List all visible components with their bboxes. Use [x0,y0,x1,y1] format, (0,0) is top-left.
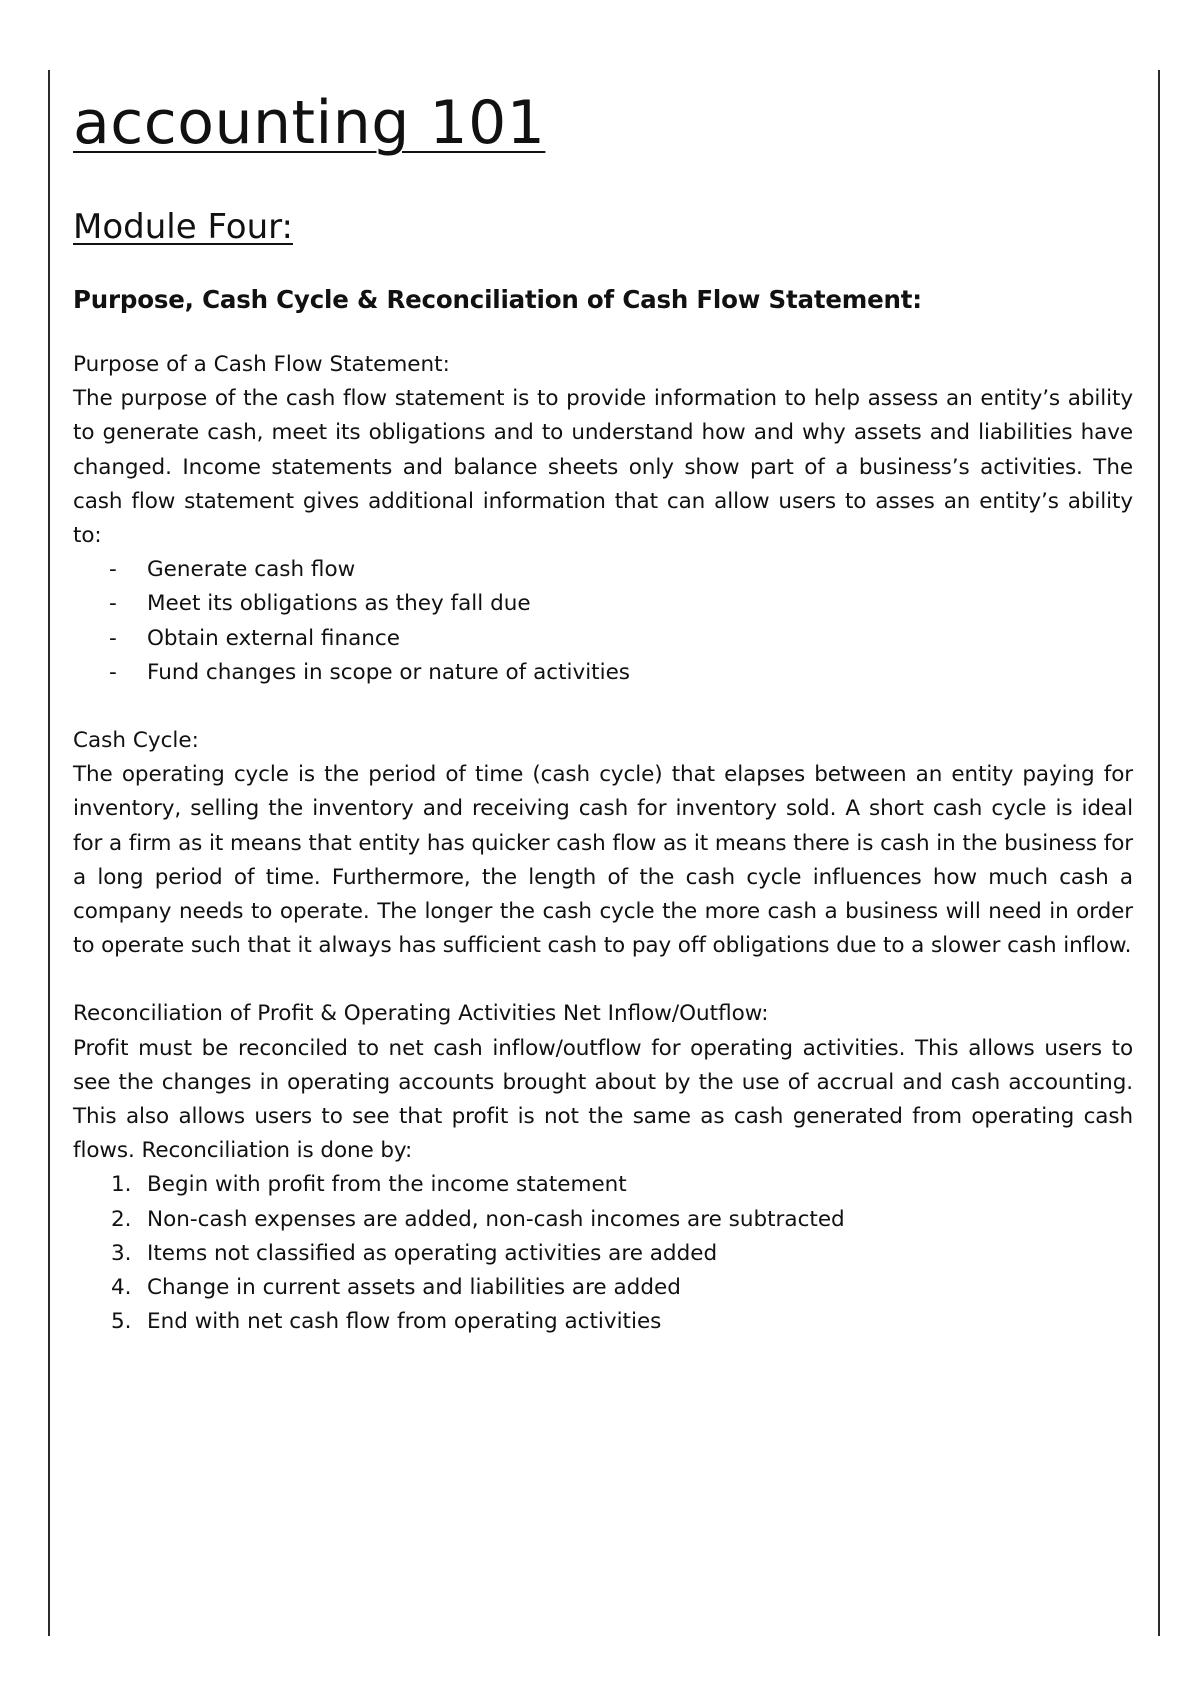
step-number: 3. [111,1240,132,1266]
document-body [73,80,1133,1339]
list-item [73,1168,1133,1202]
list-item-text: Items not classified as operating activities are added [147,1240,718,1266]
cash-cycle-heading: Cash Cycle: [73,728,199,754]
reconciliation-paragraph: Profit must be reconciled to net cash inflow/outflow for operating activities. This allows users to see the changes in operating accounts brought about by the use of accrual and cash accounting. This also allows users to see that profit is not the same as cash generated from operating cash flows. Reconciliation is done by: [73,1035,1133,1164]
reconciliation-section [73,997,1133,1339]
list-item-text: Begin with profit from the income statement [147,1172,627,1198]
list-item-text: Obtain external finance [147,625,400,651]
step-number: 4. [111,1275,132,1301]
list-item-text: Generate cash flow [147,557,356,583]
dash-marker: - [109,557,117,583]
list-item-text: Meet its obligations as they fall due [147,591,531,617]
reconciliation-heading: Reconciliation of Profit & Operating Activities Net Inflow/Outflow: [73,1001,769,1027]
list-item [73,553,1133,587]
purpose-heading: Purpose of a Cash Flow Statement: [73,352,450,377]
list-item-text: Change in current assets and liabilities are added [147,1275,681,1301]
list-item [73,1305,1133,1339]
cash-cycle-paragraph: The operating cycle is the period of time (cash cycle) that elapses between an entity paying for inventory, selling the inventory and receiving cash for inventory sold. A short cash cycle is ideal for a firm as it means that entity has quicker cash flow as it means there is cash in the business for a long period of time. Furthermore, the length of the cash cycle influences how much cash a company needs to operate. The longer the cash cycle the more cash a business will need in order to operate such that it always has sufficient cash to pay off obligations due to a slower cash inflow. [73,762,1133,959]
module-title: Module Four: [73,207,293,247]
list-item-text: Fund changes in scope or nature of activities [147,659,631,685]
list-item-text: Non-cash expenses are added, non-cash incomes are subtracted [147,1206,845,1232]
step-number: 1. [111,1172,132,1198]
list-item [73,622,1133,656]
dash-marker: - [109,591,117,617]
document-title: accounting 101 [73,88,546,158]
right-margin-rule [1158,70,1160,1636]
reconciliation-steps-list [73,1168,1133,1339]
list-item [73,1271,1133,1305]
purpose-section [73,348,1133,690]
step-number: 5. [111,1309,132,1335]
purpose-paragraph: The purpose of the cash flow statement is to provide information to help assess an entity’s ability to generate cash, meet its obligations and to understand how and why assets and liabilities have changed. Income statements and balance sheets only show part of a business’s activities. The cash flow statement gives additional information that can allow users to asses an entity’s ability to: [73,386,1133,549]
list-item-text: End with net cash flow from operating activities [147,1309,662,1335]
dash-marker: - [109,659,117,685]
dash-marker: - [109,625,117,651]
left-margin-rule [48,70,50,1636]
cash-cycle-section [73,724,1133,963]
list-item [73,656,1133,690]
purpose-bullet-list [73,553,1133,690]
list-item [73,1237,1133,1271]
list-item [73,587,1133,621]
main-heading: Purpose, Cash Cycle & Reconciliation of Cash Flow Statement: [73,285,922,314]
list-item [73,1203,1133,1237]
step-number: 2. [111,1206,132,1232]
